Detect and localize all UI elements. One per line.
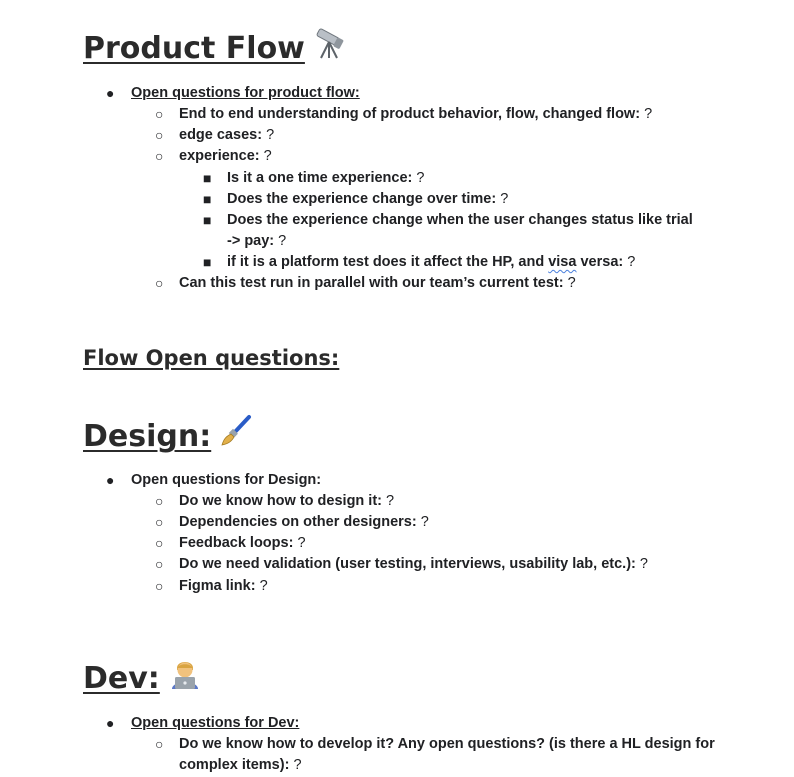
circle-bullet-icon: ○ bbox=[155, 535, 164, 551]
list-item: End to end understanding of product behavior, flow, changed flow: ? bbox=[179, 106, 653, 122]
list-item: Is it a one time experience: ? bbox=[227, 170, 425, 186]
telescope-icon bbox=[313, 26, 347, 68]
design-open-questions bbox=[131, 470, 321, 491]
list-item: Feedback loops: ? bbox=[179, 535, 306, 551]
paintbrush-icon bbox=[219, 414, 253, 456]
list-item: Does the experience change over time: ? bbox=[227, 191, 509, 207]
product-flow-heading bbox=[83, 26, 347, 68]
circle-bullet-icon: ○ bbox=[155, 106, 164, 122]
square-bullet-icon: ■ bbox=[203, 170, 212, 186]
list-item: if it is a platform test does it affect the HP, and visa versa: ? bbox=[227, 254, 636, 270]
list-item: Figma link: ? bbox=[179, 578, 268, 594]
bullet-icon: ● bbox=[106, 472, 115, 488]
open-questions-label: Open questions for product flow: bbox=[131, 85, 360, 101]
bullet-icon: ● bbox=[106, 715, 115, 731]
spellcheck-word[interactable]: visa bbox=[548, 254, 577, 270]
circle-bullet-icon: ○ bbox=[155, 148, 164, 164]
square-bullet-icon: ■ bbox=[203, 254, 212, 270]
product-flow-open-questions bbox=[131, 83, 360, 104]
list-item: Does the experience change when the user changes status like trial bbox=[227, 212, 693, 228]
list-item: Do we know how to design it: ? bbox=[179, 493, 395, 509]
dev-open-questions bbox=[131, 713, 299, 734]
product-flow-title: Product Flow bbox=[83, 31, 305, 66]
list-item: edge cases: ? bbox=[179, 127, 275, 143]
circle-bullet-icon: ○ bbox=[155, 493, 164, 509]
design-title: Design: bbox=[83, 419, 212, 454]
list-item: experience: ? bbox=[179, 148, 272, 164]
circle-bullet-icon: ○ bbox=[155, 578, 164, 594]
list-item: Dependencies on other designers: ? bbox=[179, 514, 429, 530]
design-heading bbox=[83, 414, 253, 456]
square-bullet-icon: ■ bbox=[203, 212, 212, 228]
list-item: Do we know how to develop it? Any open questions? (is there a HL design for bbox=[179, 736, 715, 752]
circle-bullet-icon: ○ bbox=[155, 127, 164, 143]
circle-bullet-icon: ○ bbox=[155, 275, 164, 291]
circle-bullet-icon: ○ bbox=[155, 556, 164, 572]
open-questions-label: Open questions for Design: bbox=[131, 472, 322, 488]
dev-heading bbox=[83, 656, 202, 698]
open-questions-label: Open questions for Dev: bbox=[131, 715, 300, 731]
flow-open-questions-heading: Flow Open questions: bbox=[83, 346, 340, 370]
list-item: Do we need validation (user testing, interviews, usability lab, etc.): ? bbox=[179, 556, 648, 572]
circle-bullet-icon: ○ bbox=[155, 514, 164, 530]
list-item-continuation: -> pay: ? bbox=[227, 233, 287, 249]
list-item: Can this test run in parallel with our team’s current test: ? bbox=[179, 275, 576, 291]
dev-title: Dev: bbox=[83, 661, 160, 696]
bullet-icon: ● bbox=[106, 85, 115, 101]
technologist-icon bbox=[168, 656, 202, 698]
square-bullet-icon: ■ bbox=[203, 191, 212, 207]
circle-bullet-icon: ○ bbox=[155, 736, 164, 752]
list-item-continuation: complex items): ? bbox=[179, 757, 302, 773]
